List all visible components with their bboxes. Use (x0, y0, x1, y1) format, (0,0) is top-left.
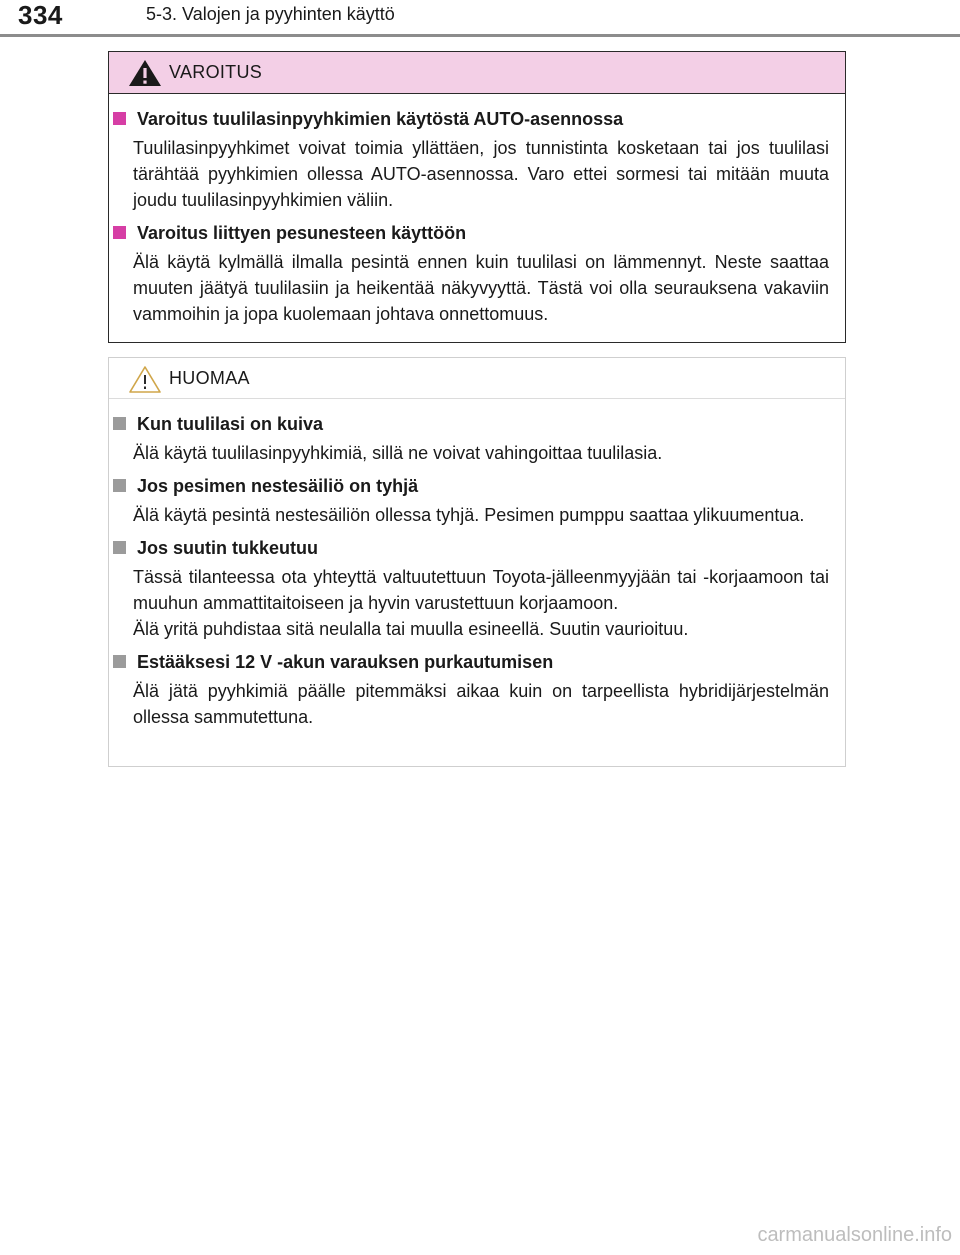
watermark: carmanualsonline.info (757, 1224, 952, 1246)
notice-item-title-text: Jos pesimen nestesäiliö on tyhjä (137, 476, 419, 496)
header-rule (0, 34, 960, 37)
warning-label: VAROITUS (169, 62, 263, 82)
square-bullet-icon (113, 479, 126, 492)
notice-item-text (133, 564, 829, 642)
notice-item-paragraph: Älä käytä tuulilasinpyyhkimiä, sillä ne voivat vahingoittaa tuulilasia. (133, 443, 663, 463)
notice-item-title (113, 474, 845, 498)
notice-item-paragraph: Älä jätä pyyhkimiä päälle pitemmäksi aikaa kuin on tarpeellista hybridijärjestelmän ollessa sammutettuna. (133, 681, 829, 727)
notice-item-text (133, 502, 829, 528)
notice-item (109, 650, 845, 730)
warning-header (109, 52, 845, 94)
notice-item-title (113, 650, 845, 674)
page-number: 334 (18, 0, 63, 30)
notice-item-paragraph: Älä yritä puhdistaa sitä neulalla tai muulla esineellä. Suutin vaurioituu. (133, 619, 689, 639)
notice-body (109, 399, 845, 730)
notice-item-paragraph: Tässä tilanteessa ota yhteyttä valtuutettuun Toyota-jälleenmyyjään tai -korjaamoon tai muuhun ammattitaitoiseen ja hyvin varustettuun korjaamoon. (133, 567, 829, 613)
notice-item-paragraph: Älä käytä pesintä nestesäiliön ollessa tyhjä. Pesimen pumppu saattaa ylikuumentua. (133, 505, 805, 525)
notice-item (109, 536, 845, 642)
notice-header (109, 358, 845, 399)
square-bullet-icon (113, 417, 126, 430)
caution-triangle-outline-icon (127, 364, 163, 394)
warning-body (109, 94, 845, 327)
warning-box (108, 51, 846, 343)
square-bullet-icon (113, 655, 126, 668)
warning-item-text (133, 249, 829, 327)
square-bullet-icon (113, 112, 126, 125)
warning-item (109, 107, 845, 213)
notice-item-text (133, 440, 829, 466)
page-header (0, 0, 960, 36)
section-title: 5-3. Valojen ja pyyhinten käyttö (146, 4, 395, 24)
warning-item-title-text: Varoitus liittyen pesunesteen käyttöön (137, 223, 467, 243)
warning-item-paragraph: Tuulilasinpyyhkimet voivat toimia yllättäen, jos tunnistinta kosketaan tai jos tuulilasi tärähtää pyyhkimien ollessa AUTO-asennossa. Varo ettei sormesi tai mitään muuta joudu tuulilasinpyyhkimien väliin. (133, 138, 829, 210)
notice-item-text (133, 678, 829, 730)
warning-triangle-icon (127, 58, 163, 88)
square-bullet-icon (113, 541, 126, 554)
warning-item-text (133, 135, 829, 213)
notice-item-title-text: Estääksesi 12 V -akun varauksen purkautumisen (137, 652, 554, 672)
warning-item-paragraph: Älä käytä kylmällä ilmalla pesintä ennen kuin tuulilasi on lämmennyt. Neste saattaa muuten jäätyä tuulilasiin ja heikentää näkyvyyttä. Tästä voi olla seurauksena vakaviin vammoihin ja jopa kuolemaan johtava onnettomuus. (133, 252, 829, 324)
warning-item-title (113, 107, 845, 131)
notice-item-title-text: Kun tuulilasi on kuiva (137, 414, 324, 434)
notice-box (108, 357, 846, 767)
notice-item (109, 412, 845, 466)
notice-item (109, 474, 845, 528)
square-bullet-icon (113, 226, 126, 239)
notice-item-title (113, 412, 845, 436)
notice-item-title-text: Jos suutin tukkeutuu (137, 538, 319, 558)
warning-item (109, 221, 845, 327)
notice-label: HUOMAA (169, 368, 250, 388)
notice-item-title (113, 536, 845, 560)
warning-item-title-text: Varoitus tuulilasinpyyhkimien käytöstä AUTO-asennossa (137, 109, 624, 129)
warning-item-title (113, 221, 845, 245)
